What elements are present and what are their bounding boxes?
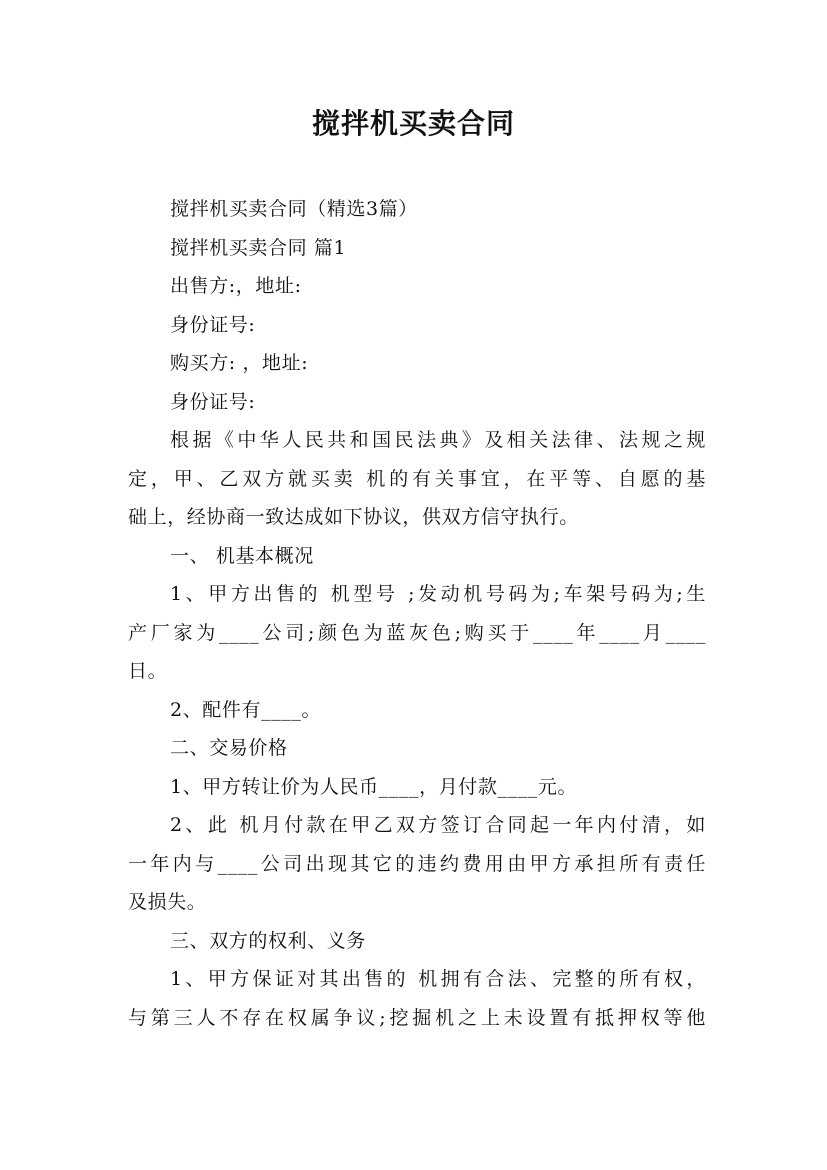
paragraph-line: 出售方:，地址: <box>170 275 302 297</box>
document-title: 搅拌机买卖合同 <box>311 107 515 140</box>
paragraph-line: 根据《中华人民共和国民法典》及相关法律、法规之规 <box>170 429 706 451</box>
paragraph-line: 搅拌机买卖合同（精选3篇） <box>170 198 418 220</box>
paragraph-line: 搅拌机买卖合同 篇1 <box>170 236 347 259</box>
paragraph-line: 三、双方的权利、义务 <box>170 929 367 952</box>
paragraph-line: 一、 机基本概况 <box>170 544 314 567</box>
paragraph-line: 身份证号: <box>170 313 256 336</box>
paragraph-line: 日。 <box>128 660 168 682</box>
paragraph-line: 身份证号: <box>170 390 256 413</box>
paragraph-line: 1、甲方出售的 机型号 ;发动机号码为;车架号码为;生 <box>170 583 706 605</box>
document-body <box>128 190 706 1037</box>
paragraph-line: 二、交易价格 <box>170 737 288 759</box>
paragraph-line: 1、甲方保证对其出售的 机拥有合法、完整的所有权， <box>170 968 706 990</box>
paragraph-line: 及损失。 <box>128 891 207 913</box>
paragraph-line: 定，甲、乙双方就买卖 机的有关事宜，在平等、自愿的基 <box>128 467 706 490</box>
paragraph-line: 产厂家为____公司;颜色为蓝灰色;购买于____年____月____ <box>128 621 706 644</box>
paragraph-line: 一年内与____公司出现其它的违约费用由甲方承担所有责任 <box>128 852 706 875</box>
paragraph-line: 2、配件有____。 <box>170 698 322 721</box>
paragraph-line: 购买方: ，地址: <box>170 352 309 374</box>
paragraph-line: 与第三人不存在权属争议;挖掘机之上未设置有抵押权等他 <box>128 1006 706 1029</box>
paragraph-line: 1、甲方转让价为人民币____，月付款____元。 <box>170 775 578 798</box>
paragraph-line: 2、此 机月付款在甲乙双方签订合同起一年内付清，如 <box>170 814 706 836</box>
paragraph-line: 础上，经协商一致达成如下协议，供双方信守执行。 <box>128 506 579 528</box>
